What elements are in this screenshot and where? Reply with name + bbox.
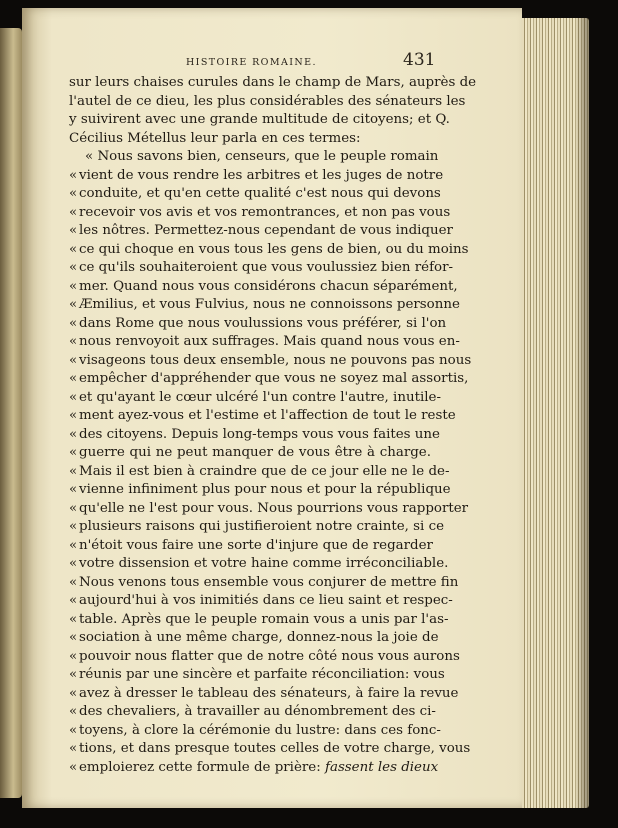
line-text: dans Rome que nous voulussions vous préférer, si l'on [79,315,447,331]
quote-mark: « [69,315,78,331]
line-text: vient de vous rendre les arbitres et les juges de notre [79,167,444,183]
quote-mark: « [69,648,78,664]
line-text: y suivirent avec une grande multitude de citoyens; et Q. [69,112,450,127]
line-text: empêcher d'appréhender que vous ne soyez mal assortis, [79,371,469,386]
line-text: sur leurs chaises curules dans le champ de Mars, auprès de [69,75,477,90]
text-line [69,518,444,537]
quote-mark: « [69,685,78,701]
text-line [69,722,441,741]
book-page [22,8,522,808]
text-line [69,444,431,463]
text-line [69,740,471,759]
quote-mark: « [69,463,78,479]
line-text: toyens, à clore la cérémonie du lustre: dans ces fonc- [79,722,441,738]
running-head: HISTOIRE ROMAINE. [186,57,317,68]
text-line [69,278,458,297]
quote-mark: « [69,352,78,368]
quote-mark: « [69,204,78,220]
line-text: « Nous savons bien, censeurs, que le peuple romain [85,149,439,164]
text-line [69,759,439,778]
line-text: plusieurs raisons qui justifieroient notre crainte, si ce [79,519,444,534]
quote-mark: « [69,667,78,682]
quote-mark: « [69,426,78,442]
page-header [72,48,436,76]
quote-mark: « [69,759,78,775]
body-text [69,74,477,777]
text-line [69,574,459,593]
line-text: visageons tous deux ensemble, nous ne pouvons pas nous [79,352,472,368]
quote-mark: « [69,611,78,627]
text-line [69,500,469,519]
line-text: l'autel de ce dieu, les plus considérables des sénateurs les [69,93,466,109]
text-line [69,315,447,334]
line-text: table. Après que le peuple romain vous a unis par l'as- [79,611,449,627]
text-line [69,130,431,149]
quote-mark: « [69,334,78,349]
line-text: ment ayez-vous et l'estime et l'affection de tout le reste [79,408,456,423]
quote-mark: « [69,704,78,719]
line-text: tions, et dans presque toutes celles de votre charge, vous [79,741,471,756]
text-line [69,407,456,426]
text-line [69,463,450,482]
text-line [69,481,451,500]
line-text: des chevaliers, à travailler au dénombrement des ci- [79,704,436,719]
line-text: réunis par une sincère et parfaite réconciliation: vous [79,667,445,682]
line-text: n'étoit vous faire une sorte d'injure que de regarder [79,537,433,553]
italic-phrase: fassent les dieux [325,759,439,775]
text-line [69,167,444,186]
line-text: Mais il est bien à craindre que de ce jour elle ne le de- [79,463,450,479]
text-line [69,426,440,445]
line-text: conduite, et qu'en cette qualité c'est nous qui devons [79,186,441,201]
quote-mark: « [69,186,78,201]
line-text: votre dissension et votre haine comme irréconciliable. [79,556,449,571]
quote-mark: « [69,371,78,386]
text-line [69,333,460,352]
text-line [69,74,477,93]
line-text: et qu'ayant le cœur ulcéré l'un contre l'autre, inutile- [79,389,441,405]
quote-mark: « [69,593,78,608]
text-line [69,296,460,315]
quote-mark: « [69,537,78,553]
page-edges [513,18,589,808]
text-line [69,222,453,241]
quote-mark: « [69,741,78,756]
line-text: ce qui choque en vous tous les gens de bien, ou du moins [79,241,469,257]
text-line [69,592,453,611]
text-line [69,666,445,685]
text-line [69,241,469,260]
line-text: sociation à une même charge, donnez-nous la joie de [79,630,439,645]
quote-mark: « [69,278,78,294]
text-line [69,204,451,223]
text-line [69,555,449,574]
line-text: vienne infiniment plus pour nous et pour la république [79,482,451,497]
text-line [69,685,459,704]
line-text: des citoyens. Depuis long-temps vous vous faites une [79,426,440,442]
text-line [69,259,454,278]
quote-mark: « [69,722,78,738]
line-text: recevoir vos avis et vos remontrances, et non pas vous [79,204,451,220]
line-text: pouvoir nous flatter que de notre côté nous vous aurons [79,648,460,664]
quote-mark: « [69,445,78,460]
page-number: 431 [403,50,436,70]
quote-mark: « [69,519,78,534]
line-text: mer. Quand nous vous considérons chacun séparément, [79,278,458,294]
quote-mark: « [69,408,78,423]
line-text: les nôtres. Permettez-nous cependant de vous indiquer [79,223,453,238]
text-line [69,111,450,130]
line-text: guerre qui ne peut manquer de vous être à charge. [79,445,431,460]
text-line [69,629,439,648]
quote-mark: « [69,630,78,645]
line-text: ce qu'ils souhaiteroient que vous voulussiez bien réfor- [79,260,454,275]
line-text: emploierez cette formule de prière: [79,759,321,775]
line-text: Nous venons tous ensemble vous conjurer de mettre fin [79,574,459,590]
text-line [69,148,439,167]
line-text: qu'elle ne l'est pour vous. Nous pourrions vous rapporter [79,500,469,516]
quote-mark: « [69,500,78,516]
text-line [69,185,441,204]
facing-page-edge [0,28,22,798]
text-line [69,389,441,408]
text-line [69,370,469,389]
quote-mark: « [69,223,78,238]
line-text: avez à dresser le tableau des sénateurs, à faire la revue [79,685,459,701]
quote-mark: « [69,389,78,405]
line-text: Æmilius, et vous Fulvius, nous ne connoissons personne [79,297,460,312]
quote-mark: « [69,260,78,275]
text-line [69,537,431,556]
text-line [69,611,449,630]
quote-mark: « [69,167,78,183]
text-line [69,352,472,371]
line-text: nous renvoyoit aux suffrages. Mais quand nous vous en- [79,334,460,349]
line-text: Cécilius Métellus leur parla en ces termes: [69,130,361,146]
text-line [69,648,460,667]
text-line [69,703,436,722]
line-text: aujourd'hui à vos inimitiés dans ce lieu saint et respec- [79,593,453,608]
quote-mark: « [69,482,78,497]
quote-mark: « [69,241,78,257]
quote-mark: « [69,574,78,590]
quote-mark: « [69,297,78,312]
text-line [69,93,466,112]
quote-mark: « [69,556,78,571]
